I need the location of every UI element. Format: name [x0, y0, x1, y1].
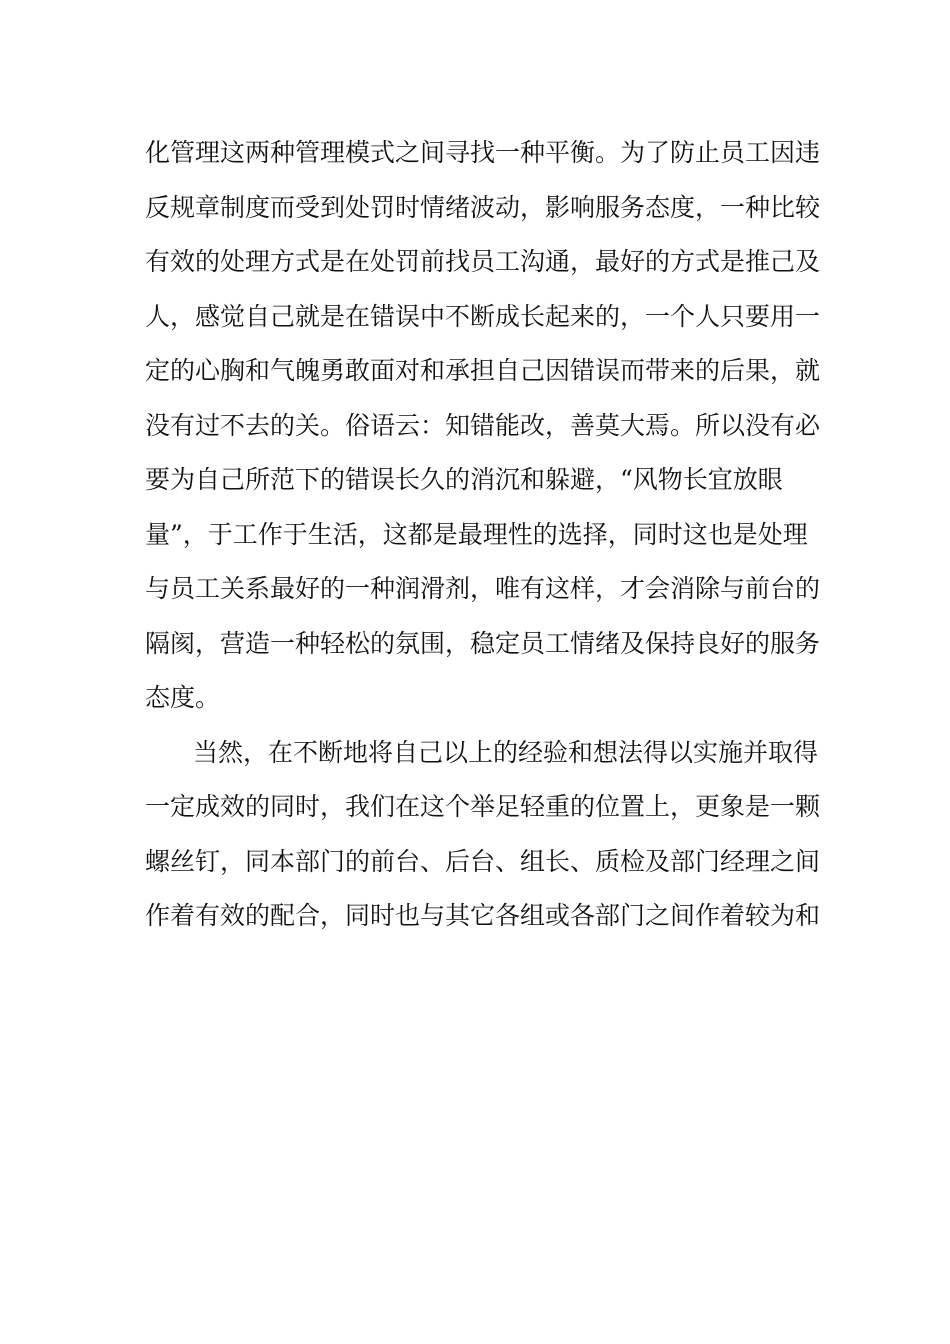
text-line: 螺丝钉，同本部门的前台、后台、组长、质检及部门经理之间 — [145, 846, 821, 876]
text-line: 隔阂，营造一种轻松的氛围，稳定员工情绪及保持良好的服务 — [145, 628, 821, 658]
text-line: 定的心胸和气魄勇敢面对和承担自己因错误而带来的后果，就 — [145, 356, 821, 385]
text-line: 人，感觉自己就是在错误中不断成长起来的，一个人只要用一 — [145, 301, 821, 331]
text-line: 化管理这两种管理模式之间寻找一种平衡。为了防止员工因违 — [145, 138, 821, 167]
paragraph-start-line: 当然，在不断地将自己以上的经验和想法得以实施并取得 — [193, 737, 819, 767]
text-line: 要为自己所范下的错误长久的消沉和躲避，“风物长宜放眼 — [145, 465, 783, 494]
text-line: 没有过不去的关。俗语云：知错能改，善莫大焉。所以没有必 — [145, 410, 821, 440]
text-line: 有效的处理方式是在处罚前找员工沟通，最好的方式是推己及 — [145, 247, 821, 276]
text-line: 量”，于工作于生活，这都是最理性的选择，同时这也是处理 — [145, 519, 808, 549]
text-line: 反规章制度而受到处罚时情绪波动，影响服务态度，一种比较 — [145, 192, 821, 222]
text-line: 态度。 — [145, 683, 221, 712]
body-text — [145, 126, 821, 944]
text-line: 作着有效的配合，同时也与其它各组或各部门之间作着较为和 — [145, 901, 821, 930]
text-line: 与员工关系最好的一种润滑剂，唯有这样，才会消除与前台的 — [145, 574, 821, 603]
text-line: 一定成效的同时，我们在这个举足轻重的位置上，更象是一颗 — [145, 792, 821, 821]
